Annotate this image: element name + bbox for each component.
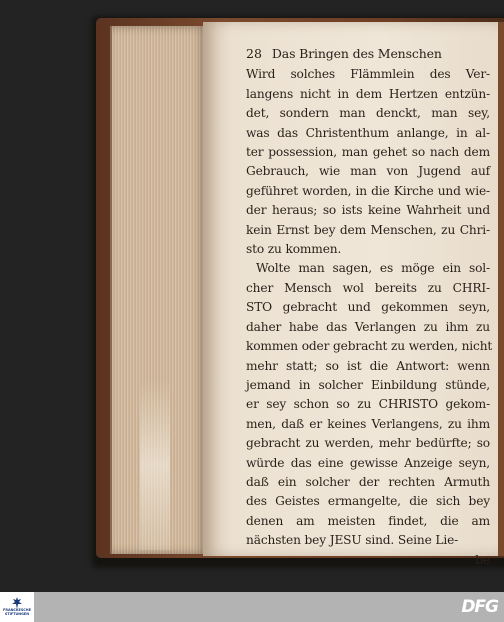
library-logo-text: [3, 609, 31, 616]
text-line: Wird solches Flämmlein des Ver-: [246, 67, 490, 82]
text-line: det, sondern man denckt, man sey,: [246, 106, 490, 121]
catchword: be: [475, 552, 490, 567]
text-line: kommen oder gebracht zu werden, nicht: [246, 339, 493, 354]
text-line: daher habe das Verlangen zu ihm zu: [246, 319, 490, 334]
library-logo-line-1: FRANCKESCHE: [3, 608, 31, 613]
page-edge-stain: [140, 380, 170, 550]
text-line: nächsten bey JESU sind. Seine Lie-: [246, 533, 459, 548]
text-line: würde das eine gewisse Anzeige seyn,: [246, 455, 490, 470]
text-line: jemand in solcher Einbildung stünde,: [246, 377, 490, 392]
text-line: was das Christenthum anlange, in al-: [246, 125, 490, 140]
library-logo-line-2: STIFTUNGEN: [4, 612, 30, 616]
running-head: Das Bringen des Menschen: [271, 46, 442, 61]
text-line: denen am meisten findet, die am: [246, 513, 490, 528]
text-line: kein Ernst bey dem Menschen, zu Chri-: [246, 222, 490, 237]
text-line: des Geistes ermangelte, die sich bey: [246, 494, 490, 509]
text-line: er sey schon so zu CHRISTO gekom-: [246, 397, 490, 412]
text-line: ter possession, man gehet so nach dem: [246, 145, 490, 160]
library-logo[interactable]: [0, 592, 34, 622]
text-line: der heraus; so ists keine Wahrheit und: [246, 203, 490, 218]
right-cover-edge: [498, 22, 504, 556]
footer-bar: [0, 592, 504, 622]
text-line: sto zu kommen.: [246, 242, 342, 257]
text-line: mehr statt; so ist die Antwort: wenn: [246, 358, 490, 373]
page-number: 28: [246, 46, 262, 61]
text-line: STO gebracht und gekommen seyn,: [246, 300, 490, 315]
text-line: langens nicht in dem Hertzen entzün-: [246, 86, 490, 101]
page-header: [246, 44, 490, 63]
text-line: daß ein solcher der rechten Armuth: [246, 474, 490, 489]
text-line: Wolte man sagen, es möge ein sol-: [256, 261, 490, 276]
text-line: gebracht zu werden, mehr bedürfte; so: [246, 436, 490, 451]
text-line: cher Mensch wol bereits zu CHRI-: [246, 280, 490, 295]
text-lines: [246, 65, 493, 550]
text-line: geführet worden, in die Kirche und wie-: [246, 183, 490, 198]
text-line: Gebrauch, wie man von Jugend auf: [246, 164, 490, 179]
text-line: men, daß er keines Verlangens, zu ihm: [246, 416, 490, 431]
dfg-logo[interactable]: DFG: [461, 597, 498, 617]
page-text: [246, 44, 493, 570]
